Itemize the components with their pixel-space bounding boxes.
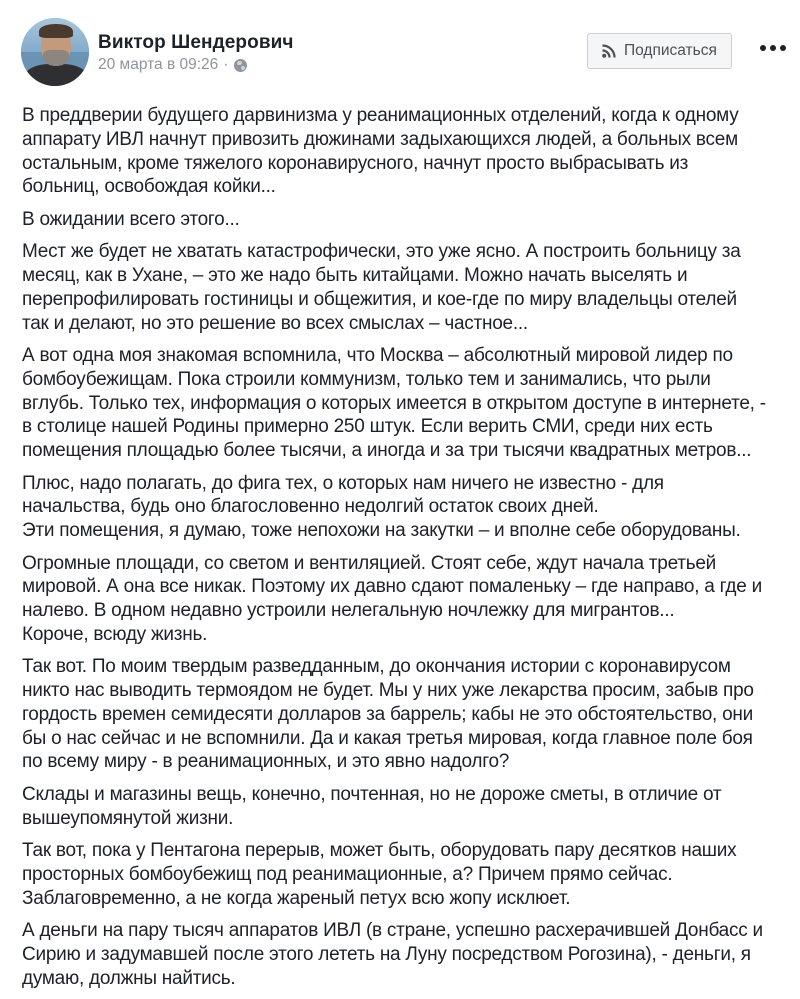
- paragraph-line: Заблаговременно, а не когда жареный петух всю жопу исклюет.: [22, 887, 571, 909]
- paragraph-line: В преддверии будущего дарвинизма у реанимационных отделений, когда к одному: [22, 105, 739, 126]
- meta-separator: ·: [223, 56, 229, 73]
- avatar-beard: [43, 50, 69, 66]
- post-paragraph: [22, 104, 792, 199]
- paragraph-line: вглубь. Только тех, информация о которых имеется в открытом доступе в интернете, -: [22, 392, 766, 414]
- more-options-icon[interactable]: [760, 40, 786, 56]
- author-name[interactable]: Виктор Шендерович: [98, 32, 294, 53]
- author-avatar[interactable]: [21, 18, 89, 86]
- paragraph-line: Склады и магазины вещь, конечно, почтенная, но не дороже сметы, в отличие от: [22, 783, 722, 805]
- paragraph-line: вышеупомянутой жизни.: [22, 807, 234, 829]
- paragraph-line: просторных бомбоубежищ под реанимационные, а? Причем прямо сейчас.: [22, 863, 673, 885]
- more-dot: [760, 45, 766, 51]
- paragraph-line: аппарату ИВЛ начнут привозить дюжинами задыхающихся людей, а больных всем: [22, 128, 738, 150]
- subscribe-label: Подписаться: [624, 42, 717, 59]
- post-paragraph: [22, 208, 792, 232]
- paragraph-line: начальства, будь оно благословенно недолгий остаток своих дней.: [22, 496, 599, 518]
- paragraph-line: мировой. А она все никак. Поэтому их давно сдают помаленьку – где направо, а где и: [22, 576, 762, 598]
- post-body: [22, 104, 792, 999]
- paragraph-line: налево. В одном недавно устроили нелегальную ночлежку для мигрантов...: [22, 600, 675, 622]
- paragraph-line: Мест же будет не хватать катастрофически, это уже ясно. А построить больницу за: [22, 241, 741, 263]
- paragraph-line: Огромные площади, со светом и вентиляцией. Стоят себе, ждут начала третьей: [22, 552, 717, 574]
- rss-icon: [602, 44, 616, 58]
- post-timestamp[interactable]: 20 марта в 09:26: [98, 56, 219, 73]
- post-paragraph: [22, 783, 792, 831]
- paragraph-line: бомбоубежищам. Пока строили коммунизм, только тем и занимались, что рыли: [22, 368, 711, 390]
- avatar-hair: [39, 24, 73, 38]
- paragraph-line: А деньги на пару тысяч аппаратов ИВЛ (в стране, успешно расхерачившей Донбасс и: [22, 920, 763, 942]
- paragraph-line: помещения площадью более тысячи, а иногда и за три тысячи квадратных метров...: [22, 440, 752, 462]
- post-paragraph: [22, 919, 792, 990]
- post-paragraph: [22, 655, 792, 774]
- post-paragraph: [22, 344, 792, 463]
- paragraph-line: по всему миру - в реанимационных, и это явно надолго?: [22, 751, 510, 773]
- post-meta: [98, 56, 247, 74]
- more-dot: [770, 45, 776, 51]
- paragraph-line: Эти помещения, я думаю, тоже непохожи на закутки – и вполне себе оборудованы.: [22, 520, 741, 542]
- paragraph-line: В ожидании всего этого...: [22, 208, 240, 230]
- paragraph-line: А вот одна моя знакомая вспомнила, что Москва – абсолютный мировой лидер по: [22, 344, 733, 366]
- paragraph-line: Сирию и задумавшей после этого лететь на Луну посредством Рогозина), - деньги, я: [22, 943, 751, 965]
- post-header: [0, 0, 800, 100]
- globe-icon[interactable]: [234, 59, 247, 72]
- paragraph-line: никто нас выводить термоядом не будет. Мы у них уже лекарства просим, забыв про: [22, 680, 754, 702]
- paragraph-line: так и делают, но это решение во всех смыслах – частное...: [22, 312, 528, 334]
- avatar-body: [25, 64, 87, 86]
- paragraph-line: больниц, освобождая койки...: [22, 176, 276, 198]
- more-dot: [780, 45, 786, 51]
- paragraph-line: месяц, как в Ухане, – это же надо быть китайцами. Можно начать выселять и: [22, 264, 688, 286]
- paragraph-line: перепрофилировать гостиницы и общежития, и кое-где по миру владельцы отелей: [22, 288, 737, 310]
- paragraph-line: бы о нас сейчас и не вспомнили. Да и какая третья мировая, когда главное поле боя: [22, 727, 753, 749]
- paragraph-line: Так вот. По моим твердым разведданным, до окончания истории с коронавирусом: [22, 656, 731, 678]
- paragraph-line: в столице нашей Родины примерно 250 штук. Если верить СМИ, среди них есть: [22, 416, 713, 438]
- paragraph-line: остальным, кроме тяжелого коронавирусного, начнут просто выбрасывать из: [22, 152, 689, 174]
- post-paragraph: [22, 472, 792, 543]
- paragraph-line: гордость времен семидесяти долларов за баррель; кабы не это обстоятельство, они: [22, 703, 754, 725]
- paragraph-line: Короче, всюду жизнь.: [22, 623, 208, 645]
- post-paragraph: [22, 552, 792, 647]
- paragraph-line: Так вот, пока у Пентагона перерыв, может быть, оборудовать пару десятков наших: [22, 840, 737, 862]
- paragraph-line: думаю, должны найтись.: [22, 967, 236, 989]
- post-paragraph: [22, 240, 792, 335]
- post-paragraph: [22, 839, 792, 910]
- subscribe-button[interactable]: [587, 33, 732, 69]
- paragraph-line: Плюс, надо полагать, до фига тех, о которых нам ничего не известно - для: [22, 472, 664, 494]
